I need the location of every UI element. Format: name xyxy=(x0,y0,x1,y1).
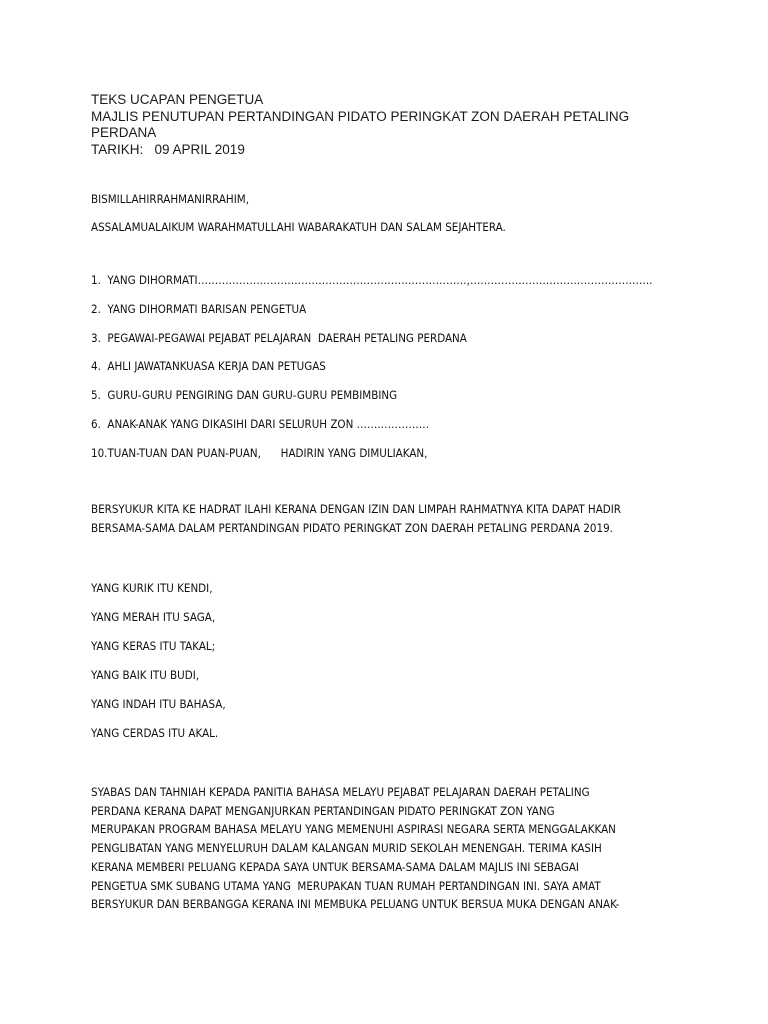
poem-line: YANG BAIK ITU BUDI, xyxy=(91,668,200,682)
paragraph-line: PERDANA KERANA DAPAT MENGANJURKAN PERTANDINGAN PIDATO PERINGKAT ZON YANG xyxy=(91,803,555,818)
salutation-item: 10.TUAN-TUAN DAN PUAN-PUAN, HADIRIN YANG DIMULIAKAN, xyxy=(91,446,428,460)
salutation-item: 5. GURU-GURU PENGIRING DAN GURU-GURU PEMBIMBING xyxy=(91,388,398,402)
salutation-item: 3. PEGAWAI-PEGAWAI PEJABAT PELAJARAN DAERAH PETALING PERDANA xyxy=(91,331,467,345)
paragraph-line: BERSYUKUR KITA KE HADRAT ILAHI KERANA DENGAN IZIN DAN LIMPAH RAHMATNYA KITA DAPAT HADIR xyxy=(91,502,621,516)
event-date: TARIKH: 09 APRIL 2019 xyxy=(91,141,245,157)
salutation-item: 2. YANG DIHORMATI BARISAN PENGETUA xyxy=(91,302,307,316)
paragraph-line: MERUPAKAN PROGRAM BAHASA MELAYU YANG MEMENUHI ASPIRASI NEGARA SERTA MENGGALAKKAN xyxy=(91,822,616,837)
gratitude-paragraph xyxy=(91,500,691,537)
salutation-item: 1. YANG DIHORMATI……………………………………………………………………,…………………………………………….. xyxy=(91,273,653,287)
congratulations-paragraph xyxy=(91,783,691,914)
poem-line: YANG CERDAS ITU AKAL. xyxy=(91,726,219,740)
poem-line: YANG KERAS ITU TAKAL; xyxy=(91,639,216,653)
salutation-item: 6. ANAK-ANAK YANG DIKASIHI DARI SELURUH ZON ………………… xyxy=(91,417,430,431)
bismillah-line: BISMILLAHIRRAHMANIRRAHIM, xyxy=(91,192,249,206)
paragraph-line: PENGLIBATAN YANG MENYELURUH DALAM KALANGAN MURID SEKOLAH MENENGAH. TERIMA KASIH xyxy=(91,841,602,856)
salam-line: ASSALAMUALAIKUM WARAHMATULLAHI WABARAKATUH DAN SALAM SEJAHTERA. xyxy=(91,220,506,234)
paragraph-line: BERSYUKUR DAN BERBANGGA KERANA INI MEMBUKA PELUANG UNTUK BERSUA MUKA DENGAN ANAK- xyxy=(91,897,620,912)
event-name-line-2: PERDANA xyxy=(91,125,157,140)
paragraph-line: SYABAS DAN TAHNIAH KEPADA PANITIA BAHASA MELAYU PEJABAT PELAJARAN DAERAH PETALING xyxy=(91,785,590,799)
poem-line: YANG INDAH ITU BAHASA, xyxy=(91,697,226,711)
salutation-item: 4. AHLI JAWATANKUASA KERJA DAN PETUGAS xyxy=(91,359,326,373)
paragraph-line: BERSAMA-SAMA DALAM PERTANDINGAN PIDATO PERINGKAT ZON DAERAH PETALING PERDANA 2019. xyxy=(91,520,613,535)
event-name-line-1: MAJLIS PENUTUPAN PERTANDINGAN PIDATO PERINGKAT ZON DAERAH PETALING xyxy=(91,108,630,124)
paragraph-line: KERANA MEMBERI PELUANG KEPADA SAYA UNTUK BERSAMA-SAMA DALAM MAJLIS INI SEBAGAI xyxy=(91,859,579,874)
paragraph-line: PENGETUA SMK SUBANG UTAMA YANG MERUPAKAN TUAN RUMAH PERTANDINGAN INI. SAYA AMAT xyxy=(91,878,601,893)
poem-line: YANG KURIK ITU KENDI, xyxy=(91,581,213,595)
poem-line: YANG MERAH ITU SAGA, xyxy=(91,610,216,624)
document-header xyxy=(91,92,691,158)
document-title: TEKS UCAPAN PENGETUA xyxy=(91,92,264,107)
